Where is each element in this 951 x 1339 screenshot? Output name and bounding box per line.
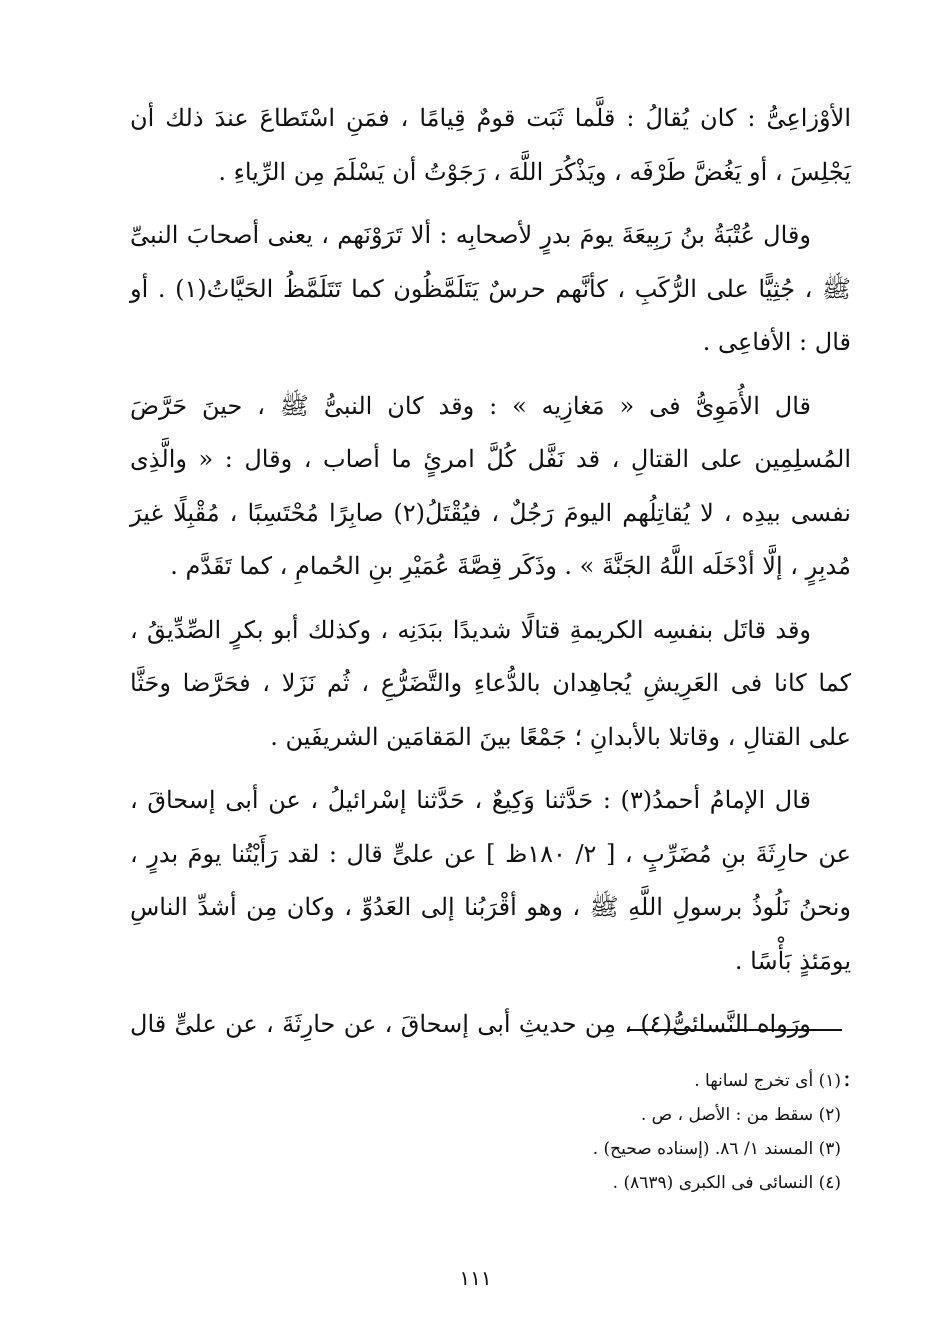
footnote-1: (١) أى تخرج لسانها . [694, 1071, 841, 1091]
footnote-2: (٢) سقط من : الأصل ، ص . [640, 1105, 841, 1125]
paragraph-umawi: قال الأُمَوِىُّ فى « مَغازِيه » : وقد كان النبىُّ ﷺ ، حينَ حَرَّضَ المُسلِمِين على القتالِ ، قد نَفَّل كُلَّ امرئٍ ما أصاب ، وقال : « والَّذِى نفسى بيدِه ، لا يُقاتِلُهم اليومَ رَجُلٌ ، فيُقْتَلُ(٢) صابِرًا مُحْتَسِبًا ، مُقْبِلًا غيرَ مُدبِرٍ ، إلَّا أدْخَلَه اللَّهُ الجَنَّةَ » . وذَكَر قِصَّةَ عُمَيْرِ بنِ الحُمامِ ، كما تَقَدَّم . [130, 391, 851, 580]
footnote-separator [627, 1029, 842, 1031]
footnote-3: (٣) المسند ١/ ٨٦. (إسناده صحيح) . [592, 1139, 841, 1159]
main-text [130, 92, 851, 1115]
footnotes [130, 1064, 841, 1200]
paragraph-ahmad: قال الإمامُ أحمدُ(٣) : حَدَّثنا وَكِيعٌ ، حَدَّثنا إسْرائيلُ ، عن أبى إسحاقَ ، عن حارِثَةَ بنِ مُضَرِّبٍ ، [ ٢/ ١٨٠ظ ] عن علىٍّ قال : لقد رَأَيْتُنا يومَ بدرٍ ، ونحنُ نَلُوذُ برسولِ اللَّهِ ﷺ ، وهو أقْرَبُنا إلى العَدُوِّ ، وكان مِن أشدِّ الناسِ يومَئذٍ بَأْسًا . [130, 786, 851, 975]
page-number: ١١١ [459, 1266, 492, 1290]
footnote-4: (٤) النسائى فى الكبرى (٨٦٣٩) . [612, 1173, 841, 1193]
paragraph-utbah: وقال عُتْبَةُ بنُ رَبِيعَةَ يومَ بدرٍ لأصحابِه : ألا تَرَوْنَهم ، يعنى أصحابَ النبىِّ ﷺ ، جُثِيًّا على الرُّكَبِ ، كأنَّهم حرسٌ يَتَلَمَّظُون كما تَتَلَمَّظُ الحَيَّاتُ(١) . أو قال : الأفاعِى . [130, 221, 852, 356]
paragraph-nasai: ورَواه النَّسائىُّ(٤) ، مِن حديثِ أبى إسحاقَ ، عن حارِثَةَ ، عن علىٍّ قال : [130, 1010, 851, 1092]
paragraph-qital: وقد قاتَل بنفسِه الكريمةِ قتالًا شديدًا ببَدَنِه ، وكذلك أبو بكرٍ الصِّدِّيقُ ، كما كانا فى العَرِيشِ يُجاهِدان بالدُّعاءِ والتَّضَرُّعِ ، ثُم نَزَلا ، فحَرَّضا وحَثَّا على القتالِ ، وقاتلا بالأبدانِ ؛ جَمْعًا بينَ المَقامَين الشريفَين . [130, 615, 851, 751]
paragraph-awzai: الأوْزاعِىُّ : كان يُقالُ : قلَّما ثَبَت قومٌ قِيامًا ، فمَنِ اسْتَطاعَ عندَ ذلك أن يَجْلِسَ ، أو يَغُضَّ طَرْفَه ، ويَذْكُرَ اللَّهَ ، رَجَوْتُ أن يَسْلَمَ مِن الرِّياءِ . [130, 104, 851, 186]
